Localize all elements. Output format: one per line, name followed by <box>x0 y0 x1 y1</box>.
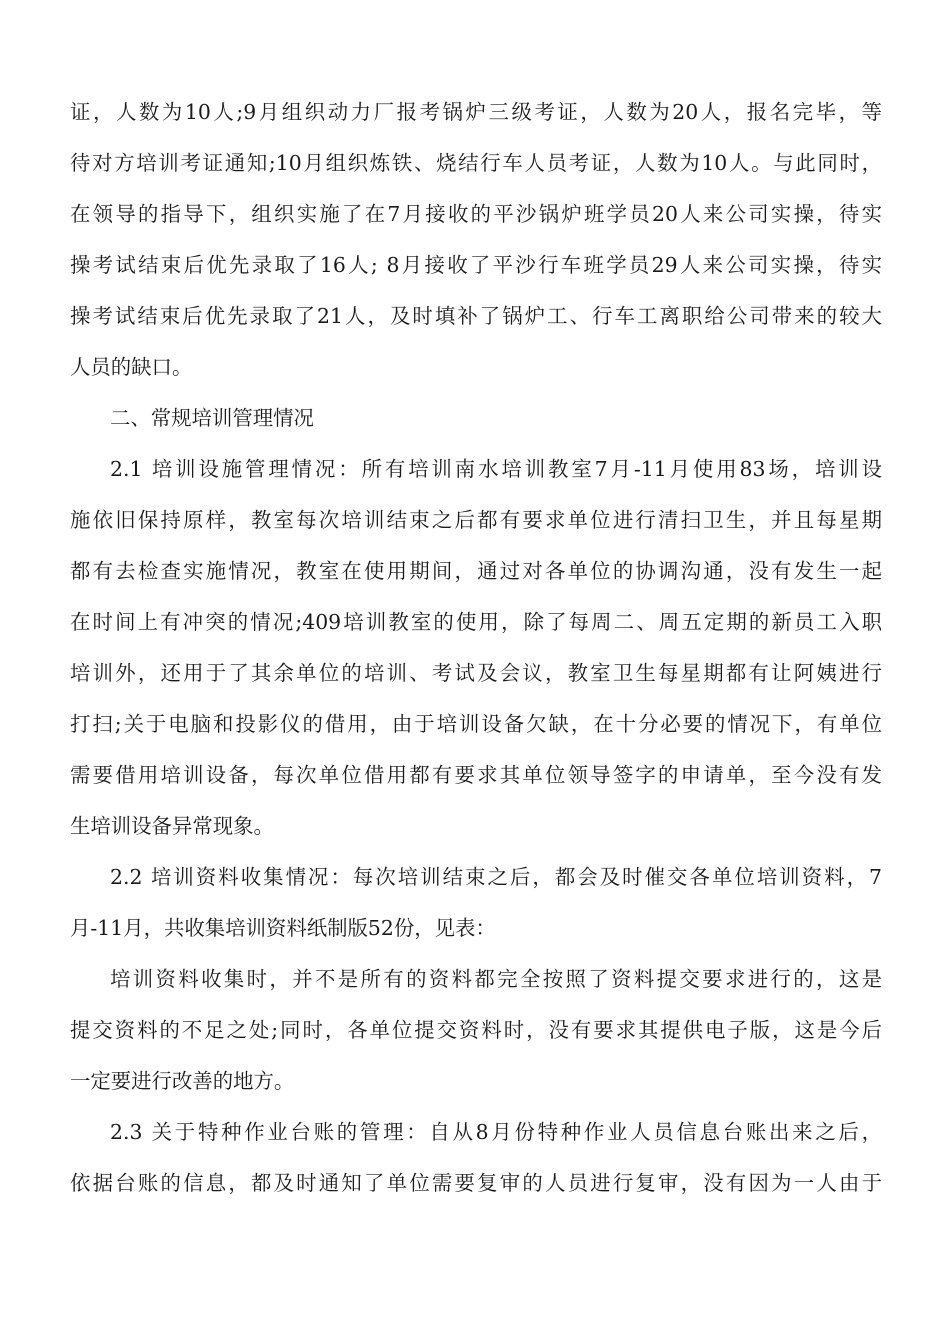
paragraph-line: 操考试结束后优先录取了21人，及时填补了锅炉工、行车工离职给公司带来的较大 <box>70 304 882 328</box>
paragraph-line: 人员的缺口。 <box>70 355 193 379</box>
paragraph-line: 培训外，还用于了其余单位的培训、考试及会议，教室卫生每星期都有让阿姨进行 <box>70 661 882 685</box>
paragraph-line: 2.3 关于特种作业台账的管理：自从8月份特种作业人员信息台账出来之后， <box>110 1120 882 1144</box>
paragraph-line: 在领导的指导下，组织实施了在7月接收的平沙锅炉班学员20人来公司实操，待实 <box>70 202 882 226</box>
paragraph-line: 在时间上有冲突的情况;409培训教室的使用，除了每周二、周五定期的新员工入职 <box>70 610 882 634</box>
paragraph-line: 操考试结束后优先录取了16人; 8月接收了平沙行车班学员29人来公司实操，待实 <box>70 253 882 277</box>
paragraph-line: 证，人数为10人;9月组织动力厂报考锅炉三级考证，人数为20人，报名完毕，等 <box>70 100 882 124</box>
section-heading: 二、常规培训管理情况 <box>110 406 314 430</box>
paragraph-line: 依据台账的信息，都及时通知了单位需要复审的人员进行复审，没有因为一人由于 <box>70 1171 882 1195</box>
paragraph-line: 施依旧保持原样，教室每次培训结束之后都有要求单位进行清扫卫生，并且每星期 <box>70 508 882 532</box>
paragraph-line: 培训资料收集时，并不是所有的资料都完全按照了资料提交要求进行的，这是 <box>110 967 882 991</box>
paragraph-line: 生培训设备异常现象。 <box>70 814 274 838</box>
paragraph-line: 打扫;关于电脑和投影仪的借用，由于培训设备欠缺，在十分必要的情况下，有单位 <box>70 712 882 736</box>
paragraph-line: 都有去检查实施情况，教室在使用期间，通过对各单位的协调沟通，没有发生一起 <box>70 559 882 583</box>
paragraph-line: 一定要进行改善的地方。 <box>70 1069 295 1093</box>
paragraph-line: 2.1 培训设施管理情况：所有培训南水培训教室7月-11月使用83场，培训设 <box>110 457 882 481</box>
paragraph-line: 待对方培训考证通知;10月组织炼铁、烧结行车人员考证，人数为10人。与此同时， <box>70 151 882 175</box>
paragraph-line: 需要借用培训设备，每次单位借用都有要求其单位领导签字的申请单，至今没有发 <box>70 763 882 787</box>
paragraph-line: 提交资料的不足之处;同时，各单位提交资料时，没有要求其提供电子版，这是今后 <box>70 1018 882 1042</box>
paragraph-line: 2.2 培训资料收集情况：每次培训结束之后，都会及时催交各单位培训资料，7 <box>110 865 882 889</box>
paragraph-line: 月-11月，共收集培训资料纸制版52份，见表： <box>70 916 496 940</box>
